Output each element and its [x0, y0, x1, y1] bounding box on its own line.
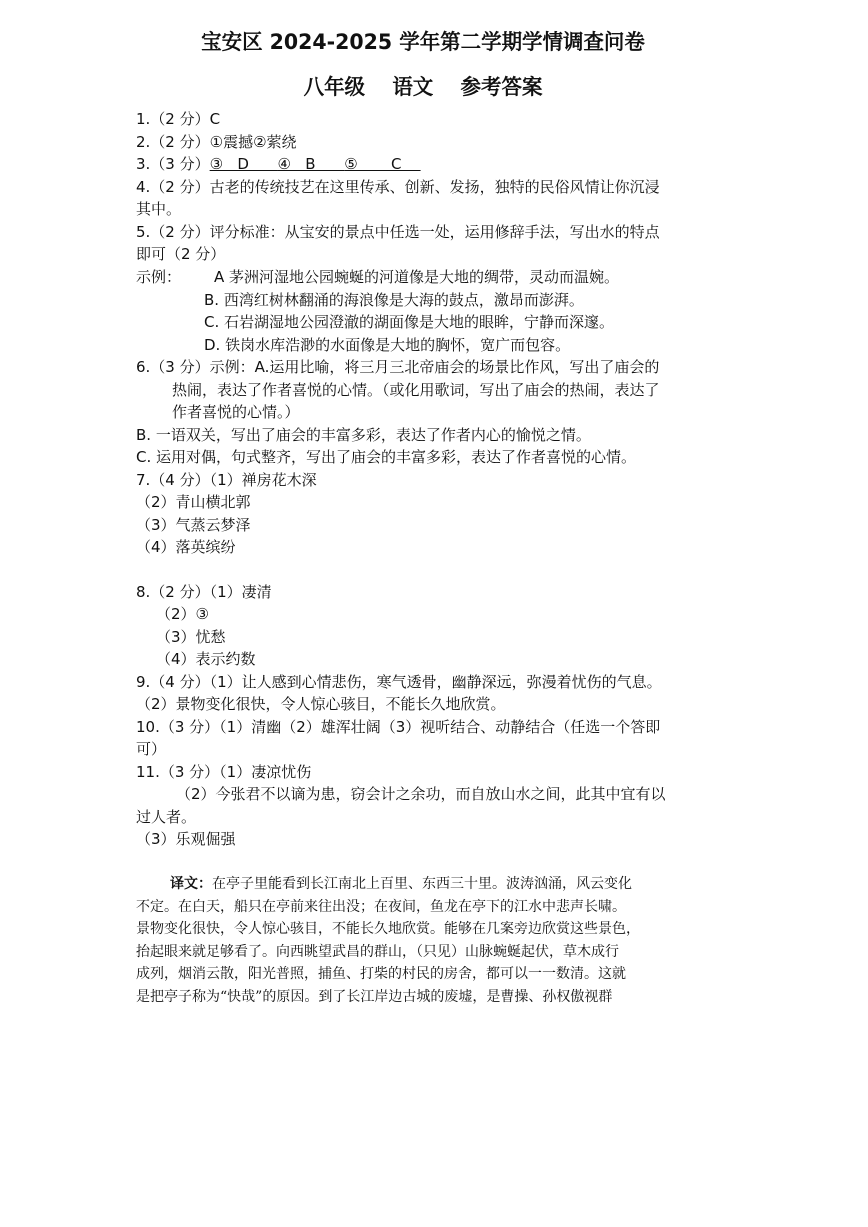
answer-q11-3: （3）乐观倔强: [136, 830, 236, 848]
answer-q5-example-b: B. 西湾红树林翻涌的海浪像是大海的鼓点，激昂而澎湃。: [204, 291, 584, 309]
translation-line2: 不定。在白天，船只在亭前来往出没；在夜间，鱼龙在亭下的江水中悲声长啸。: [136, 899, 626, 915]
answer-q7-4: （4）落英缤纷: [136, 538, 236, 556]
answer-q6-c: C. 运用对偶，句式整齐，写出了庙会的丰富多彩，表达了作者喜悦的心情。: [136, 448, 637, 466]
answer-q5-example-label: 示例：: [136, 268, 182, 286]
answer-q9-2: （2）景物变化很快，令人惊心骇目，不能长久地欣赏。: [136, 695, 506, 713]
subtitle-grade: 八年级: [303, 75, 366, 99]
answer-q7-2: （2）青山横北郭: [136, 493, 251, 511]
answer-q6-b: B. 一语双关，写出了庙会的丰富多彩，表达了作者内心的愉悦之情。: [136, 426, 591, 444]
answer-q4-line2: 其中。: [136, 200, 182, 218]
answer-q5-line1: 5.（2 分）评分标准：从宝安的景点中任选一处，运用修辞手法，写出水的特点: [136, 223, 660, 241]
translation-line1-text: 在亭子里能看到长江南北上百里、东西三十里。波涛汹涌，风云变化: [212, 876, 632, 892]
subtitle-subject: 语文: [392, 75, 434, 99]
answer-q5-example-a: A 茅洲河湿地公园蜿蜒的河道像是大地的绸带，灵动而温婉。: [214, 268, 620, 286]
answer-q3-a: ③ D: [209, 155, 278, 173]
answer-q11-2-line2: 过人者。: [136, 808, 197, 826]
answer-q11-1: 11.（3 分）（1）凄凉忧伤: [136, 763, 312, 781]
document-title: 宝安区 2024-2025 学年第二学期学情调查问卷: [201, 30, 645, 54]
answer-q4-line1: 4.（2 分）古老的传统技艺在这里传承、创新、发扬，独特的民俗风情让你沉浸: [136, 178, 660, 196]
answer-q2: 2.（2 分）①震撼②萦绕: [136, 133, 297, 151]
translation-line5: 成列，烟消云散，阳光普照，捕鱼、打柴的村民的房舍，都可以一一数清。这就: [136, 966, 626, 982]
translation-line1: [170, 873, 632, 895]
answer-q11-2-line1: （2）今张君不以谪为患，窃会计之余功，而自放山水之间，此其中宜有以: [176, 785, 666, 803]
answer-q6-line2: 热闹，表达了作者喜悦的心情。（或化用歌词，写出了庙会的热闹，表达了: [172, 381, 660, 399]
translation-label: 译文：: [170, 876, 212, 892]
answer-q5-example-c: C. 石岩湖湿地公园澄澈的湖面像是大地的眼眸，宁静而深邃。: [204, 313, 615, 331]
answer-q3-b: ④ B: [277, 155, 345, 173]
answer-q8-1: 8.（2 分）（1）凄清: [136, 583, 272, 601]
answer-q7-3: （3）气蒸云梦泽: [136, 516, 251, 534]
answer-q7-1: 7.（4 分）（1）禅房花木深: [136, 471, 317, 489]
answer-q3-c: ⑤ C: [344, 155, 421, 173]
answer-q1: 1.（2 分）C: [136, 110, 221, 128]
answer-q3-prefix: 3.（3 分）: [136, 155, 210, 173]
answer-q3: [136, 153, 421, 175]
answer-q5-line2: 即可（2 分）: [136, 245, 226, 263]
answer-q8-3: （3）忧愁: [156, 628, 226, 646]
answer-q6-line1: 6.（3 分）示例：A.运用比喻，将三月三北帝庙会的场景比作风，写出了庙会的: [136, 358, 660, 376]
answer-q6-line3: 作者喜悦的心情。）: [172, 403, 300, 421]
answer-q8-2: （2）③: [156, 605, 209, 623]
subtitle-type: 参考答案: [460, 75, 543, 99]
answer-q5-example-d: D. 铁岗水库浩渺的水面像是大地的胸怀，宽广而包容。: [204, 336, 571, 354]
answer-q10-line1: 10.（3 分）（1）清幽（2）雄浑壮阔（3）视听结合、动静结合（任选一个答即: [136, 718, 661, 736]
answer-q9-1: 9.（4 分）（1）让人感到心情悲伤，寒气透骨，幽静深远，弥漫着忧伤的气息。: [136, 673, 662, 691]
translation-line3: 景物变化很快，令人惊心骇目，不能长久地欣赏。能够在几案旁边欣赏这些景色，: [136, 921, 640, 937]
answer-q10-line2: 可）: [136, 740, 167, 758]
translation-line4: 抬起眼来就足够看了。向西眺望武昌的群山，（只见）山脉蜿蜒起伏，草木成行: [136, 944, 619, 960]
document-subtitle: [0, 71, 846, 101]
translation-line6: 是把亭子称为“快哉”的原因。到了长江岸边古城的废墟，是曹操、孙权傲视群: [136, 989, 613, 1005]
answer-q8-4: （4）表示约数: [156, 650, 256, 668]
